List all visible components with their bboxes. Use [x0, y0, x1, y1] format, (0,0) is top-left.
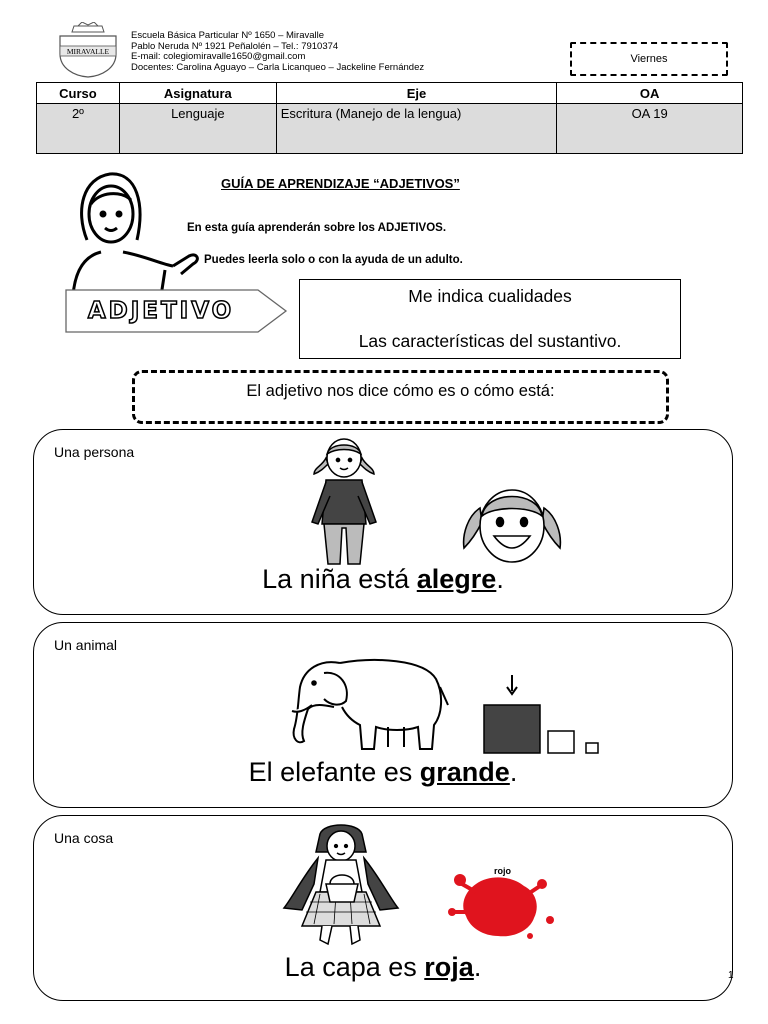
definition-line-1: Me indica cualidades [408, 286, 572, 306]
header-asignatura: Asignatura [119, 83, 276, 104]
header-oa: OA [557, 83, 743, 104]
elephant-illustration [284, 655, 454, 760]
red-paint-splash-illustration [446, 866, 558, 947]
school-name: Escuela Básica Particular Nº 1650 – Miravalle [131, 30, 325, 41]
adjective-word: alegre [416, 564, 497, 594]
day-label: Viernes [630, 53, 668, 65]
adjective-word: roja [424, 952, 474, 982]
logo-text: MIRAVALLE [66, 47, 110, 56]
example-sentence-thing [34, 952, 732, 983]
red-riding-hood-illustration [280, 822, 402, 955]
guide-title: GUÍA DE APRENDIZAJE “ADJETIVOS” [221, 176, 460, 191]
sentence-text: La capa es [284, 952, 425, 982]
adjective-explanation-box [132, 370, 669, 424]
teacher-girl-illustration [65, 170, 205, 298]
example-sentence-animal [34, 757, 732, 788]
header-curso: Curso [37, 83, 120, 104]
school-address: Pablo Neruda Nº 1921 Peñalolén – Tel.: 7910374 [131, 40, 339, 52]
cell-eje: Escritura (Manejo de la lengua) [276, 104, 557, 154]
school-info [131, 31, 424, 73]
intro-text-1: En esta guía aprenderán sobre los ADJETIVOS. [187, 222, 447, 234]
header-eje: Eje [276, 83, 557, 104]
sentence-text: La niña está [262, 564, 417, 594]
cell-oa: OA 19 [557, 104, 743, 154]
example-panel-person [33, 429, 733, 615]
definition-box [299, 279, 681, 359]
example-sentence-person [34, 564, 732, 595]
cell-asignatura: Lenguaje [119, 104, 276, 154]
sentence-text: El elefante es [248, 757, 420, 787]
color-word-label: rojo [494, 866, 511, 876]
sentence-end: . [473, 952, 482, 982]
teachers-line: Docentes: Carolina Aguayo – Carla Licanqueo – Jackeline Fernández [131, 61, 425, 73]
example-label-person: Una persona [54, 444, 135, 460]
cell-curso: 2º [37, 104, 120, 154]
example-panel-animal [33, 622, 733, 808]
adjetivo-banner [64, 288, 288, 334]
table-row [37, 104, 743, 154]
adjetivo-banner-text: ADJETIVO [87, 298, 235, 324]
smiling-girl-face-illustration [460, 486, 564, 571]
table-header-row [37, 83, 743, 104]
standing-girl-illustration [304, 436, 384, 573]
school-logo [52, 22, 124, 78]
example-label-thing: Una cosa [54, 830, 114, 846]
course-info-table [36, 82, 743, 154]
day-box [570, 42, 728, 76]
adjective-word: grande [419, 757, 510, 787]
school-email: E-mail: colegiomiravalle1650@gmail.com [131, 51, 306, 62]
example-label-animal: Un animal [54, 637, 118, 653]
sentence-end: . [509, 757, 518, 787]
sentence-end: . [496, 564, 504, 594]
example-panel-thing [33, 815, 733, 1001]
size-comparison-illustration [480, 673, 610, 762]
intro-text-2: Puedes leerla solo o con la ayuda de un adulto. [204, 254, 463, 266]
page-number: 1 [728, 970, 734, 981]
definition-line-2: Las características del sustantivo. [358, 331, 622, 351]
adjective-explanation-text: El adjetivo nos dice cómo es o cómo está: [246, 382, 555, 400]
